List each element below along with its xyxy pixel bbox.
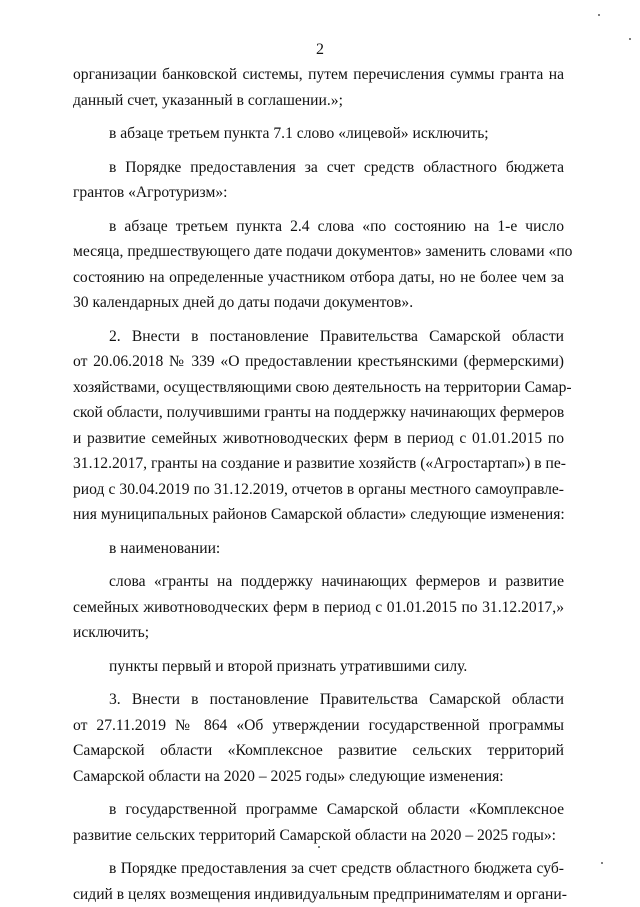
text-line: 3. Внести в постановление Правительства Самарской области	[73, 687, 564, 713]
text-line: в Порядке предоставления за счет средств областного бюджета	[73, 155, 564, 181]
text-line: хозяйствами, осуществляющими свою деятельность на территории Самар-	[73, 375, 564, 401]
text-line: от 20.06.2018 № 339 «О предоставлении крестьянскими (фермерскими)	[73, 349, 564, 375]
text-line: 2. Внести в постановление Правительства Самарской области	[73, 324, 564, 350]
text-line: в абзаце третьем пункта 2.4 слова «по состоянию на 1-е число	[73, 214, 564, 240]
paragraph-continuation	[73, 62, 564, 113]
paragraph-item-2	[73, 324, 564, 528]
text-line: семейных животноводческих ферм в период с 01.01.2015 по 31.12.2017,»	[73, 595, 564, 621]
paragraph	[73, 536, 564, 562]
paragraph	[73, 214, 564, 316]
text-line: 30 календарных дней до даты подачи документов».	[73, 290, 564, 316]
text-line: пункты первый и второй признать утратившими силу.	[73, 654, 564, 680]
paragraph	[73, 121, 564, 147]
text-line: грантов «Агротуризм»:	[73, 180, 564, 206]
text-line: организации банковской системы, путем перечисления суммы гранта на	[73, 62, 564, 88]
paragraph-item-3	[73, 687, 564, 789]
text-line: 31.12.2017, гранты на создание и развитие хозяйств («Агростартап») в пе-	[73, 451, 564, 477]
text-line: исключить;	[73, 620, 564, 646]
text-line: ской области, получившими гранты на поддержку начинающих фермеров	[73, 400, 564, 426]
text-line: от 27.11.2019 № 864 «Об утверждении государственной программы	[73, 713, 564, 739]
text-line: развитие сельских территорий Самарской области на 2020 – 2025 годы»:	[73, 823, 564, 849]
text-line: Самарской области «Комплексное развитие сельских территорий	[73, 738, 564, 764]
text-line: в Порядке предоставления за счет средств областного бюджета суб-	[73, 856, 564, 882]
text-line: Самарской области на 2020 – 2025 годы» следующие изменения:	[73, 764, 564, 790]
text-line: сидий в целях возмещения индивидуальным предпринимателям и органи-	[73, 882, 564, 907]
text-line: в государственной программе Самарской области «Комплексное	[73, 797, 564, 823]
scan-speck	[629, 38, 631, 40]
text-line: состоянию на определенные участником отбора даты, но не более чем за	[73, 265, 564, 291]
document-body	[73, 62, 564, 907]
paragraph	[73, 797, 564, 848]
text-line: и развитие семейных животноводческих ферм в период с 01.01.2015 по	[73, 426, 564, 452]
paragraph	[73, 155, 564, 206]
scan-speck	[318, 846, 320, 848]
paragraph	[73, 569, 564, 646]
text-line: данный счет, указанный в соглашении.»;	[73, 88, 564, 114]
scan-speck	[598, 14, 600, 16]
paragraph	[73, 654, 564, 680]
paragraph	[73, 856, 564, 907]
text-line: ния муниципальных районов Самарской области» следующие изменения:	[73, 502, 564, 528]
text-line: слова «гранты на поддержку начинающих фермеров и развитие	[73, 569, 564, 595]
text-line: в наименовании:	[73, 536, 564, 562]
text-line: в абзаце третьем пункта 7.1 слово «лицевой» исключить;	[73, 121, 564, 147]
page-number: 2	[0, 40, 640, 60]
scan-speck	[601, 862, 603, 864]
text-line: месяца, предшествующего дате подачи документов» заменить словами «по	[73, 239, 564, 265]
text-line: риод с 30.04.2019 по 31.12.2019, отчетов в органы местного самоуправле-	[73, 477, 564, 503]
